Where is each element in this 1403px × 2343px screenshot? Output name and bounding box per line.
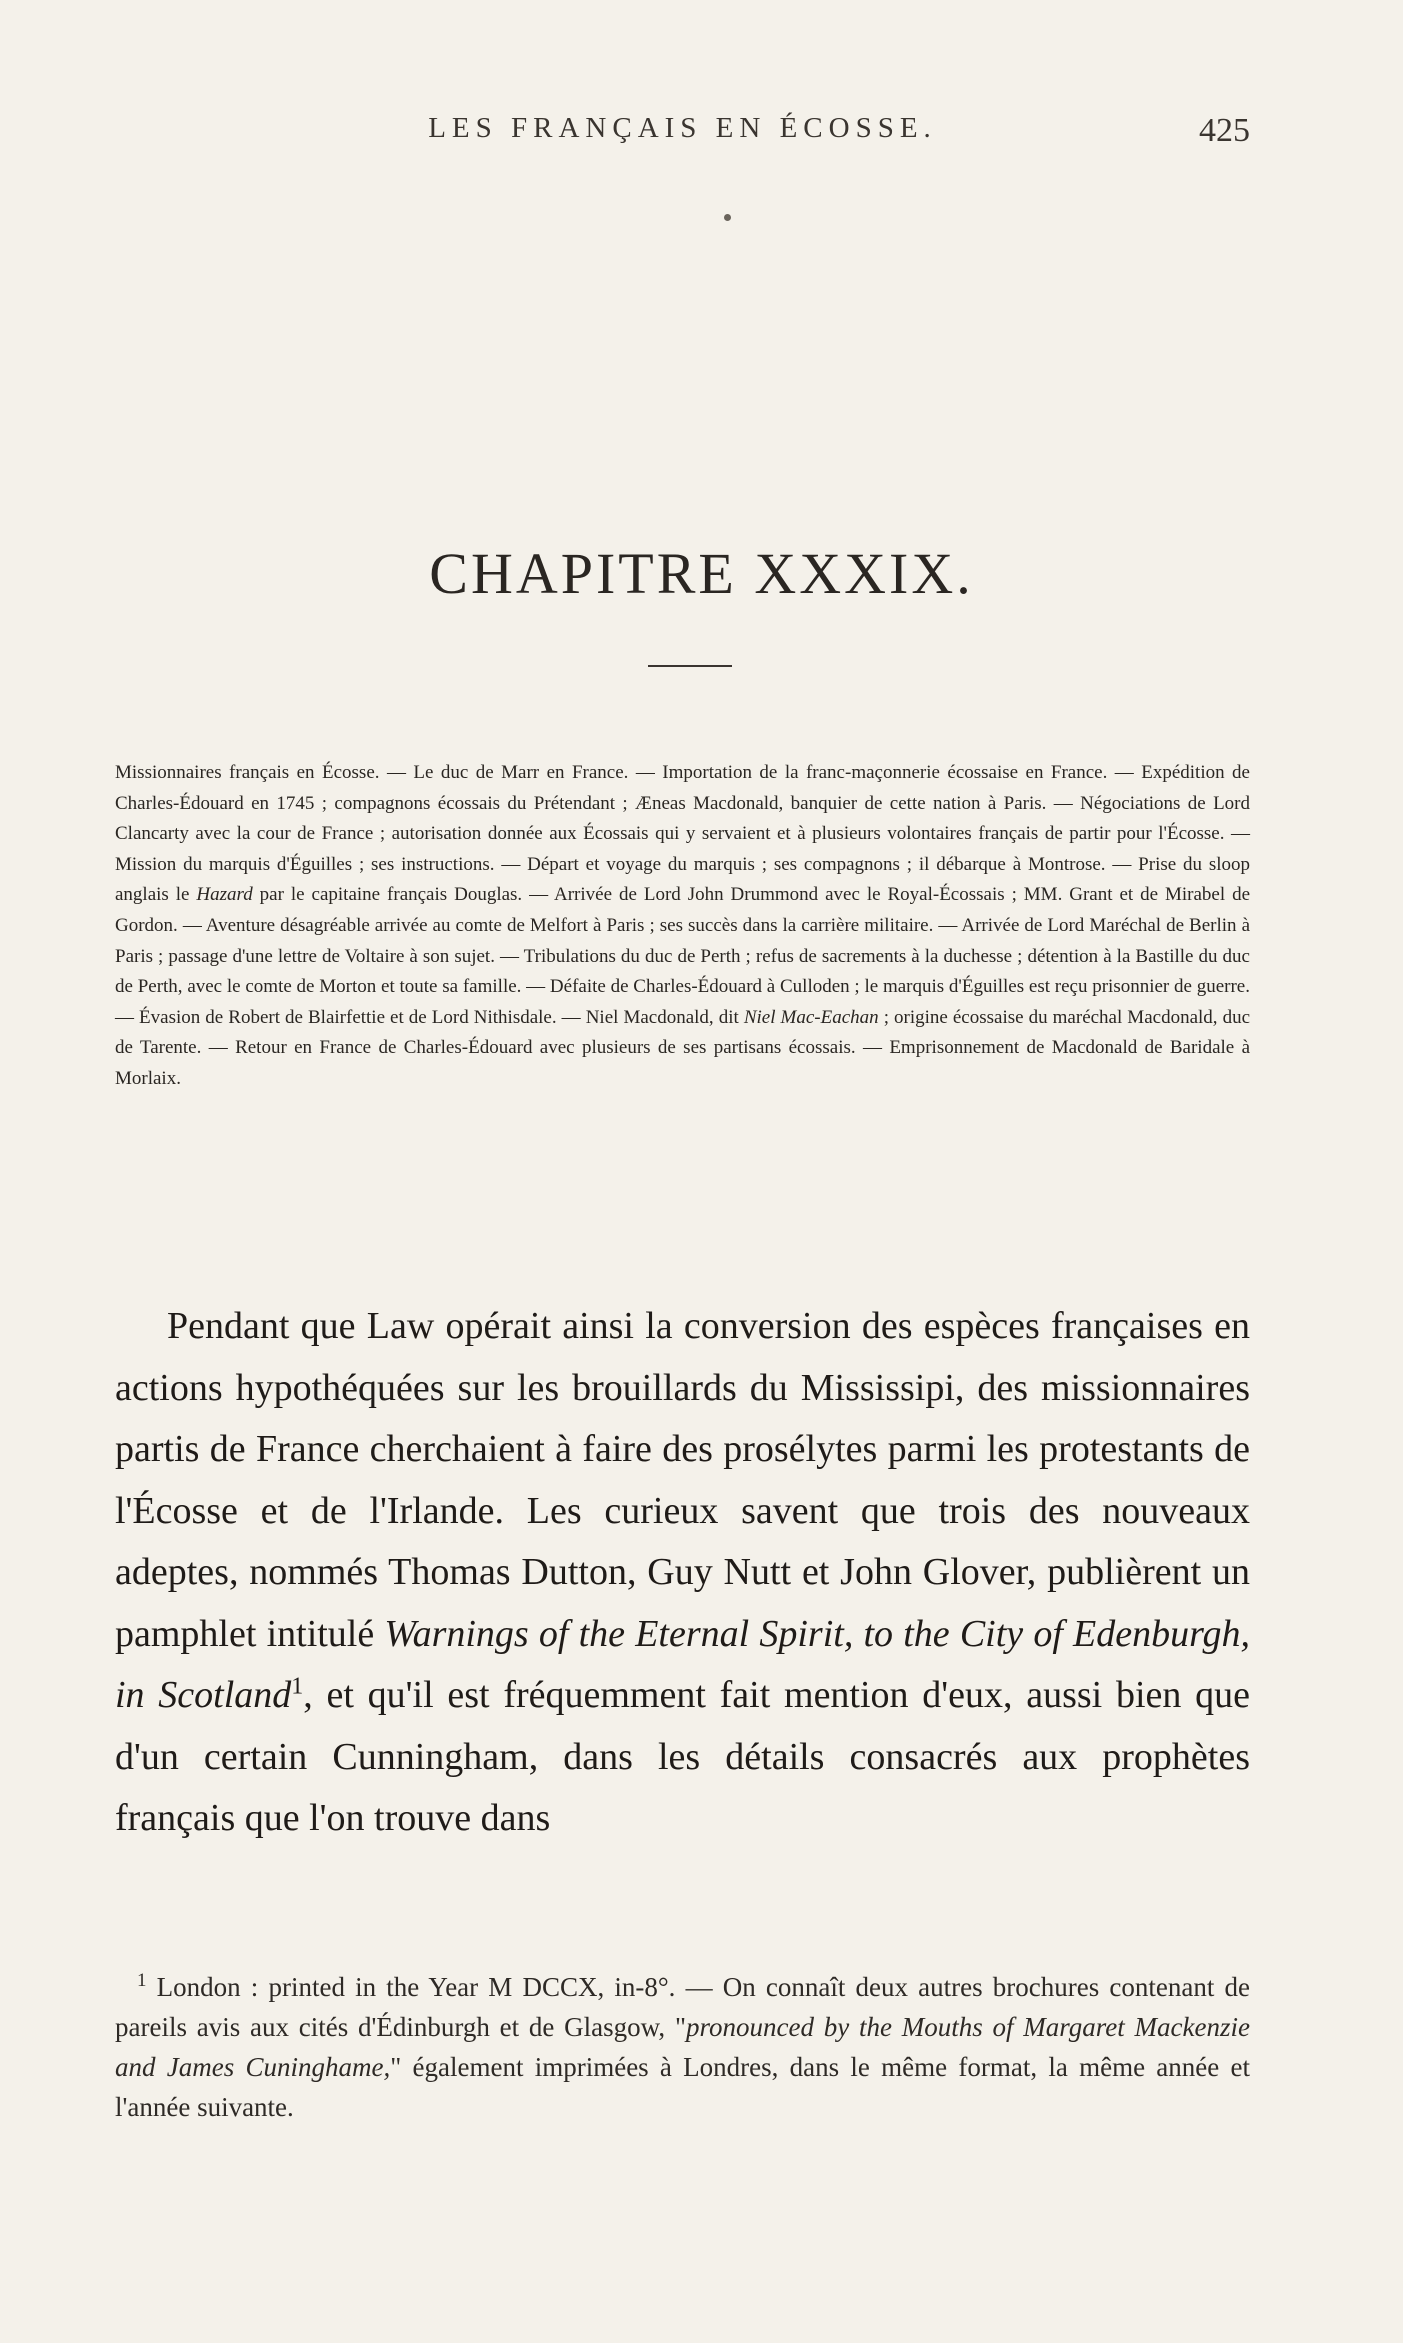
footnote-italic-quote: pronounced by the Mouths of Margaret Mackenzie and James Cuninghame, <box>115 2012 1250 2082</box>
summary-ship-name: Hazard <box>196 884 253 906</box>
body-text-2: , et qu'il est fréquemment fait mention d'eux, aussi bien que d'un certain Cunningham, dans les détails consacrés aux prophètes français que l'on trouve dans <box>115 1674 1250 1839</box>
summary-text-1: Missionnaires français en Écosse. — Le duc de Marr en France. — Importation de la franc-maçonnerie écossaise en France. — Expédition de Charles-Édouard en 1745 ; compagnons écossais du Prétendant ; Æneas Macdonald, banquier de cette nation à Paris. — Négociations de Lord Clancarty avec la cour de France ; autorisation donnée aux Écossais qui y servaient et à plusieurs volontaires français de partir pour l'Écosse. — Mission du marquis d'Éguilles ; ses instructions. — Départ et voyage du marquis ; ses compagnons ; il débarque à Montrose. — Prise du sloop anglais le <box>115 762 1250 906</box>
running-header <box>115 112 1250 152</box>
chapter-title: CHAPITRE XXXIX. <box>429 541 974 606</box>
chapter-summary <box>115 758 1250 1095</box>
running-title: LES FRANÇAIS EN ÉCOSSE. <box>428 112 937 144</box>
footnote-text-1: London : printed in the Year M DCCX, in-8°. — On connaît deux autres brochures contenant de pareils avis aux cités d'Édinburgh et de Glasgow, " <box>115 1972 1250 2042</box>
page-number: 425 <box>1199 112 1250 149</box>
summary-alias: Niel Mac-Eachan <box>743 1006 879 1028</box>
footnote-marker: 1 <box>137 1970 147 1991</box>
footnote-text-2: " également imprimées à Londres, dans le même format, la même année et l'année suivante. <box>115 2052 1251 2122</box>
chapter-rule <box>648 665 732 667</box>
summary-text-3: ; origine écossaise du maréchal Macdonald, duc de Tarente. — Retour en France de Charles-Édouard avec plusieurs de ses partisans écossais. — Emprisonnement de Macdonald de Baridale à Morlaix. <box>115 1006 1251 1089</box>
body-paragraph <box>115 1296 1250 1850</box>
ornament-dot <box>724 214 731 221</box>
footnote-reference[interactable]: 1 <box>291 1673 304 1700</box>
summary-text-2: par le capitaine français Douglas. — Arrivée de Lord John Drummond avec le Royal-Écossais ; MM. Grant et de Mirabel de Gordon. — Aventure désagréable arrivée au comte de Melfort à Paris ; ses succès dans la carrière militaire. — Arrivée de Lord Maréchal de Berlin à Paris ; passage d'une lettre de Voltaire à son sujet. — Tribulations du duc de Perth ; refus de sacrements à la duchesse ; détention à la Bastille du duc de Perth, avec le comte de Morton et toute sa famille. — Défaite de Charles-Édouard à Culloden ; le marquis d'Éguilles est reçu prisonnier de guerre. — Évasion de Robert de Blairfettie et de Lord Nithisdale. — Niel Macdonald, dit <box>115 884 1251 1028</box>
body-text-1: Pendant que Law opérait ainsi la conversion des espèces françaises en actions hypothéquées sur les brouillards du Mississipi, des missionnaires partis de France cherchaient à faire des prosélytes parmi les protestants de l'Écosse et de l'Irlande. Les curieux savent que trois des nouveaux adeptes, nommés Thomas Dutton, Guy Nutt et John Glover, publièrent un pamphlet intitulé <box>115 1305 1250 1655</box>
pamphlet-title: Warnings of the Eternal Spirit, to the City of Edenburgh, in Scotland <box>115 1612 1250 1716</box>
footnote <box>115 1967 1250 2127</box>
